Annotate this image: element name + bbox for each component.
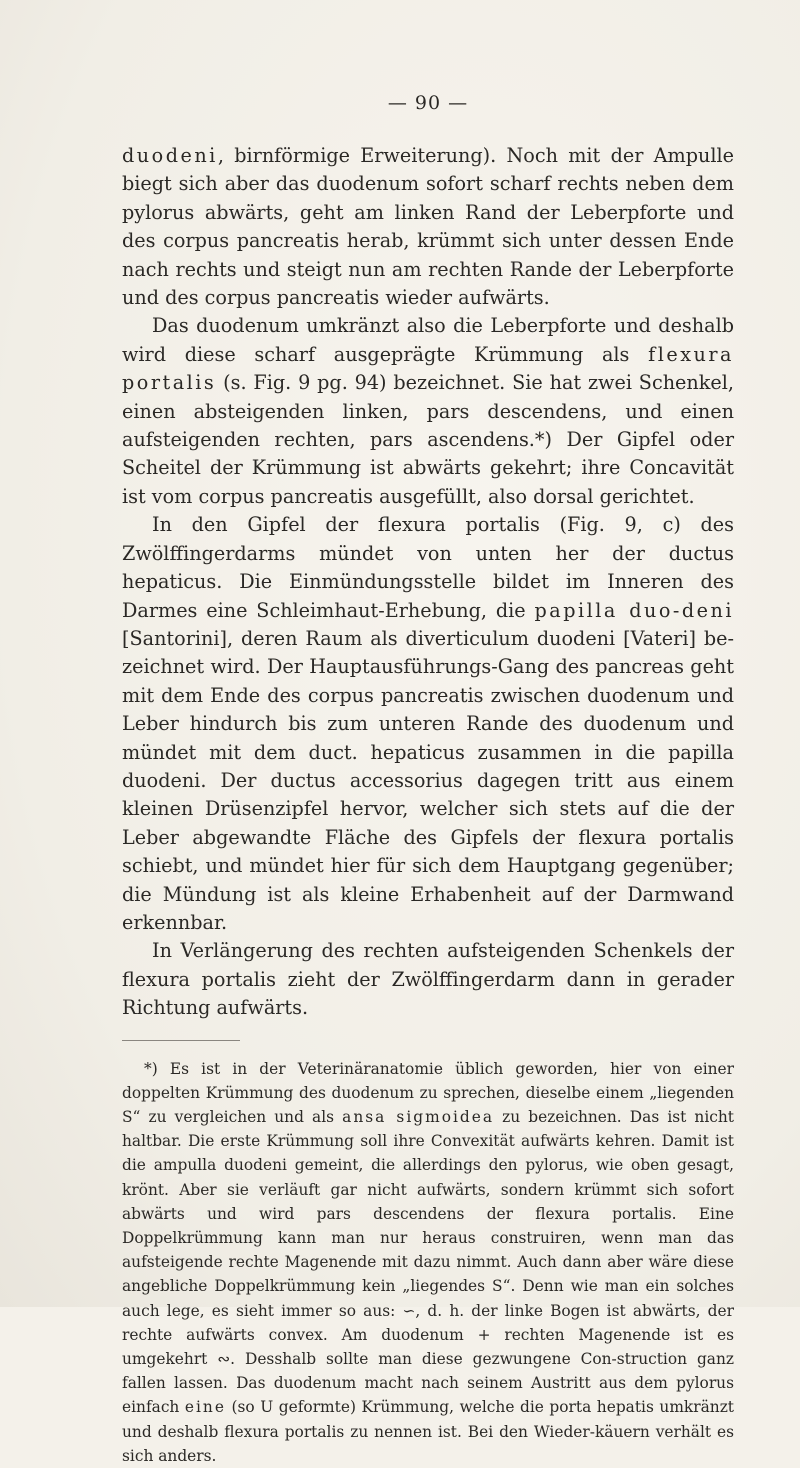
paragraph-3: [122, 511, 734, 937]
body-text: [122, 142, 734, 1023]
paragraph-1: [122, 142, 734, 312]
paragraph-2: [122, 312, 734, 511]
paragraph-3-text-a: In den Gipfel der flexura portalis (Fig. 9, c) des Zwölffingerdarms mündet von unten her der ductus hepaticus. Die Einmündungsstelle bildet im Inneren des Darmes eine Schleimhaut-Erhebung, die: [122, 513, 734, 622]
paragraph-2-text-a: Das duodenum umkränzt also die Leberpforte und deshalb wird diese scharf ausgeprägte Krümmung als: [122, 314, 734, 366]
paragraph-3-text-b: [Santorini], deren Raum als diverticulum duodeni [Vateri] be-zeichnet wird. Der Hauptausführungs-Gang des pancreas geht mit dem Ende des corpus pancreatis zwischen duodenum und Leber hindurch bis zum unteren Rande des duodenum und mündet mit dem duct. hepaticus zusammen in die papilla duodeni. Der ductus accessorius dagegen tritt aus einem kleinen Drüsenzipfel hervor, welcher sich stets auf die der Leber abgewandte Fläche des Gipfels der flexura portalis schiebt, und mündet hier für sich dem Hauptgang gegenüber; die Mündung ist als kleine Erhabenheit auf der Darmwand erkennbar.: [122, 626, 734, 934]
paragraph-2-text-b: (s. Fig. 9 pg. 94) bezeichnet. Sie hat zwei Schenkel, einen absteigenden linken, pars descendens, und einen aufsteigenden rechten, pars ascendens.*) Der Gipfel oder Scheitel der Krümmung ist abwärts gekehrt; ihre Concavität ist vom corpus pancreatis ausgefüllt, also dorsal gerichtet.: [122, 371, 734, 508]
footnote-text-a: *) Es ist in der Veterinäranatomie üblich geworden, hier von einer doppelten Krümmung des duodenum zu sprechen, dieselbe einem „liegenden S“ zu vergleichen und als: [122, 1059, 734, 1126]
spaced-term-duodeni: duodeni: [122, 144, 218, 167]
footnote: [122, 1057, 734, 1468]
spaced-term-papilla-duodeni: papilla duo-deni: [534, 598, 734, 622]
spaced-term-ansa-sigmoidea: ansa sigmoidea: [342, 1108, 495, 1126]
footnote-text-c: (so U geformte) Krümmung, welche die porta hepatis umkränzt und deshalb flexura portalis zu nennen ist. Bei den Wieder-käuern verhält es sich anders.: [122, 1398, 734, 1465]
footnote-text-b: zu bezeichnen. Das ist nicht haltbar. Die erste Krümmung soll ihre Convexität aufwärts kehren. Damit ist die ampulla duodeni gemeint, die allerdings den pylorus, wie oben gesagt, krönt. Aber sie verläuft gar nicht aufwärts, sondern krümmt sich sofort abwärts und wird pars descendens der flexura portalis. Eine Doppelkrümmung kann man nur heraus construiren, wenn man das aufsteigende rechte Magenende mit dazu nimmt. Auch dann aber wäre diese angebliche Doppelkrümmung kein „liegendes S“. Denn wie man ein solches auch lege, es sieht immer so aus: ∽, d. h. der linke Bogen ist abwärts, der rechte aufwärts convex. Am duodenum + rechten Magenende ist es umgekehrt ∾. Desshalb sollte man diese gezwungene Con-struction ganz fallen lassen. Das duodenum macht nach seinem Austritt aus dem pylorus einfach: [122, 1108, 734, 1417]
footnote-divider: [122, 1040, 240, 1041]
page-number: — 90 —: [387, 92, 469, 114]
paragraph-4-text: In Verlängerung des rechten aufsteigenden Schenkels der flexura portalis zieht der Zwölffingerdarm dann in gerader Richtung aufwärts.: [122, 939, 734, 1020]
paragraph-1-text: , birnförmige Erweiterung). Noch mit der Ampulle biegt sich aber das duodenum sofort scharf rechts neben dem pylorus abwärts, geht am linken Rand der Leberpforte und des corpus pancreatis herab, krümmt sich unter dessen Ende nach rechts und steigt nun am rechten Rande der Leberpforte und des corpus pancreatis wieder aufwärts.: [122, 144, 734, 310]
paragraph-4: [122, 937, 734, 1022]
spaced-term-eine: eine: [184, 1398, 226, 1417]
footnote-paragraph: [122, 1057, 734, 1468]
spaced-term-flexura-portalis: flexura portalis: [122, 342, 734, 395]
